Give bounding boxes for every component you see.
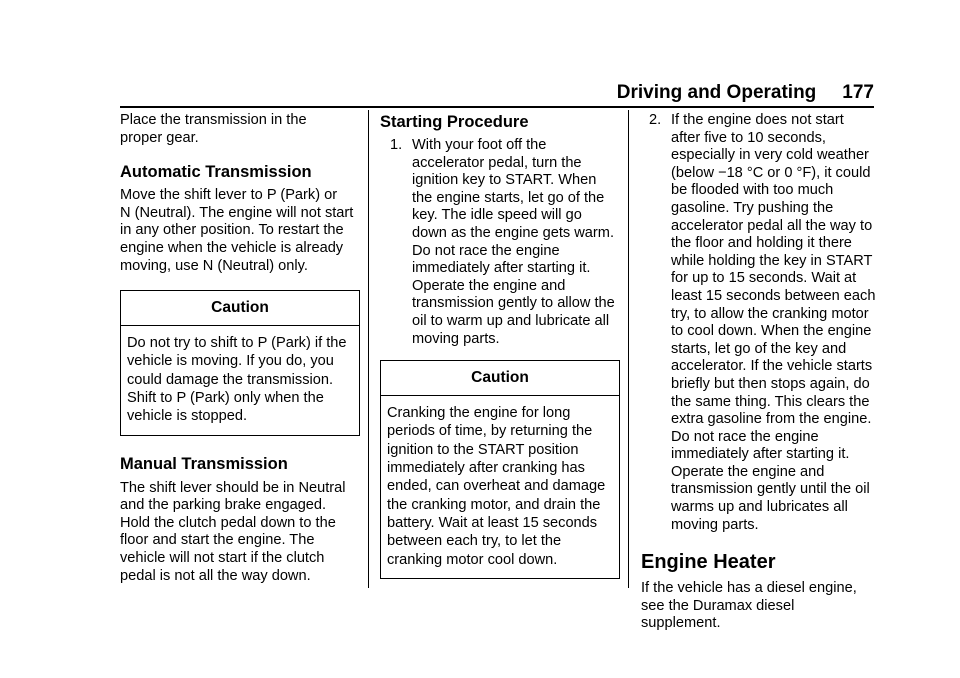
automatic-transmission-text: Move the shift lever to P (Park) or N (Neutral). The engine will not start in any other position. To restart the engine when the vehicle is already moving, use N (Neutral) only. [120,187,354,274]
page-header [0,81,874,105]
caution-text: Do not try to shift to P (Park) if the vehicle is moving. If you do, you could damage the transmission. Shift to P (Park) only when the vehicle is stopped. [127,335,347,425]
section-title: Driving and Operating [616,82,817,103]
engine-heater-text: If the vehicle has a diesel engine, see the Duramax diesel supplement. [641,580,857,632]
column-2 [380,112,620,579]
step-1 [380,137,620,348]
starting-procedure-heading: Starting Procedure [380,113,529,131]
caution-title: Caution [381,361,619,396]
step-2-text: If the engine does not start after five to 10 seconds, especially in very cold weather (below −18 °C or 0 °F), it could be flooded with too much gasoline. Try pushing the accelerator pedal all the way to the floor and holding it there while holding the key in START for up to 15 seconds. Wait at least 15 seconds between each try, to allow the cranking motor to cool down. When the engine starts, let go of the key and accelerator. If the vehicle starts briefly but then stops again, do the same thing. This clears the extra gasoline from the engine. Do not race the engine immediately after starting it. Operate the engine and transmission gently until the oil warms up and lubricates all moving parts. [671,112,876,533]
step-2 [641,112,881,534]
column-3 [641,112,881,633]
manual-transmission-heading: Manual Transmission [120,454,288,473]
column-divider-2 [628,110,629,588]
caution-title: Caution [121,291,359,326]
header-rule [120,106,874,108]
column-divider-1 [368,110,369,588]
step-1-text: With your foot off the accelerator pedal, turn the ignition key to START. When the engine starts, let go of the key. The idle speed will go down as the engine gets warm. Do not race the engine immediately after starting it. Operate the engine and transmission gently to allow the oil to warm up and lubricate all moving parts. [412,137,615,347]
manual-transmission-text: The shift lever should be in Neutral and the parking brake engaged. Hold the clutch pedal down to the floor and start the engine. The vehicle will not start if the clutch pedal is not all the way down. [120,479,346,584]
engine-heater-heading: Engine Heater [641,551,776,574]
intro-text: Place the transmission in the proper gear. [120,112,307,146]
page-number: 177 [842,82,874,103]
caution-box-cranking [380,360,620,579]
step-1-number: 1. [390,137,403,153]
step-2-number: 2. [649,112,662,128]
automatic-transmission-heading: Automatic Transmission [120,163,312,182]
caution-box-park [120,290,360,435]
column-1 [120,112,360,585]
caution-text: Cranking the engine for long periods of time, by returning the ignition to the START position immediately after cranking has ended, can overheat and damage the cranking motor, and drain the battery. Wait at least 15 seconds between each try, to let the cranking motor cool down. [387,405,606,568]
